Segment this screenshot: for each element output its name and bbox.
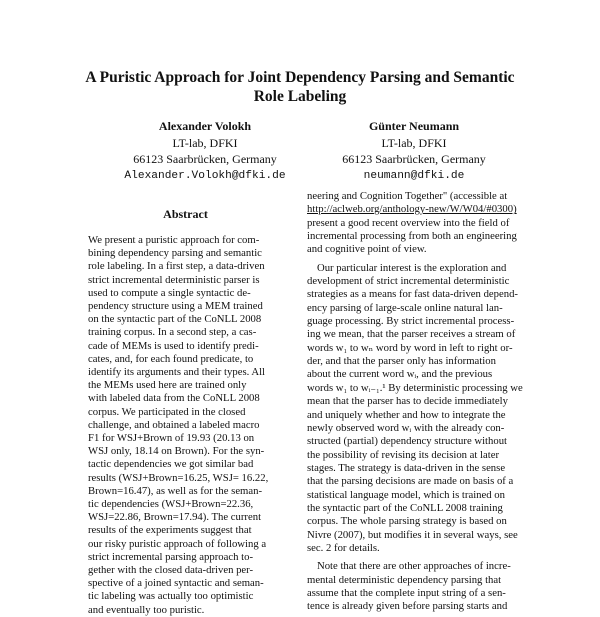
text-line: strategies as a means for fast data-driven depend-: [307, 288, 518, 301]
text-line: gether with the closed data-driven per-: [88, 564, 254, 577]
text-line: and cognitive point of view.: [307, 243, 427, 256]
text-line: assume that the complete input string of a sen-: [307, 586, 506, 599]
text-line: guage processing. By strict incremental process-: [307, 315, 515, 328]
text-line: ency parsing of large-scale online natural lan-: [307, 301, 503, 314]
text-line: sec. 2 for details.: [307, 541, 380, 554]
text-line: challenge, and obtained a labeled macro: [88, 418, 260, 431]
text-line: results of the experiments suggest that: [88, 524, 252, 537]
text-line: the syntactic part of the CoNLL 2008 training: [307, 501, 503, 514]
text-line: cates, and, for each found predicate, to: [88, 352, 254, 365]
text-line: strict incremental parsing approach to-: [88, 550, 253, 563]
text-line: pendency structure using a MEM trained: [88, 300, 263, 313]
text-line: bining dependency parsing and semantic: [88, 247, 262, 260]
author-name: Günter Neumann: [368, 119, 460, 133]
text-line: WSJ only, 18.14 on Brown). For the syn-: [88, 445, 265, 458]
text-line: present a good recent overview into the field of: [307, 216, 510, 229]
text-line: cade of MEMs is used to identify predi-: [88, 339, 259, 352]
text-line: WSJ=22.86, Brown=17.94). The current: [88, 511, 262, 524]
text-line: the possibility of revising its decision at later: [307, 448, 500, 461]
text-line: neering and Cognition Together" (accessible at: [307, 190, 508, 202]
text-line: stages. The strategy is data-driven in the sense: [307, 461, 506, 474]
author-block-2: [304, 118, 524, 184]
text-line: tactic dependencies we got similar bad: [88, 458, 254, 471]
text-line: that the parsing decisions are made on basis of a: [307, 475, 514, 488]
text-line: results (WSJ+Brown=16.25, WSJ= 16.22,: [88, 471, 269, 484]
text-line: We present a puristic approach for com-: [88, 234, 260, 246]
text-line: Nivre (2007), but modifies it in several ways, see: [307, 528, 518, 541]
text-line: tence is already given before parsing starts and: [307, 600, 508, 613]
text-line: training corpus. In a second step, a cas-: [88, 326, 257, 339]
text-line: Note that there are other approaches of incre-: [317, 560, 511, 573]
text-line: corpus. The whole parsing strategy is based on: [307, 515, 507, 528]
text-line: spective of a joined syntactic and seman-: [88, 577, 264, 590]
text-line: incremental processing from both an engineering: [307, 230, 517, 243]
text-line: words w₁ to wₙ word by word in left to right or-: [307, 341, 513, 354]
author-block-1: [95, 118, 315, 184]
text-line: structed (partial) dependency structure without: [307, 435, 508, 448]
text-line: identify its arguments and their types. All: [88, 366, 266, 379]
text-line: strict incremental deterministic parser is: [88, 273, 260, 286]
author-email: neumann@dfki.de: [363, 169, 465, 182]
author-name: Alexander Volokh: [158, 119, 252, 133]
text-line: corpus. We participated in the closed: [88, 405, 246, 418]
text-line: newly observed word wᵢ with the already con-: [307, 421, 505, 434]
text-line: ing we mean, that the parser receives a stream of: [307, 328, 516, 341]
text-line: tic dependencies (WSJ+Brown=22.36,: [88, 498, 254, 511]
abstract-heading: Abstract: [163, 207, 208, 221]
text-line: der, and that the parser only has information: [307, 355, 496, 368]
paragraph-note: [307, 560, 532, 613]
text-line: the MEMs used here are trained only: [88, 379, 247, 392]
text-line: mean that the parser has to decide immediately: [307, 395, 508, 408]
text-line: and uniquely whether and how to integrate the: [307, 408, 506, 421]
text-line: role labeling. In a first step, a data-driven: [88, 260, 265, 273]
text-line: Our particular interest is the exploration and: [317, 261, 507, 274]
text-line: used to compute a single syntactic de-: [88, 286, 251, 299]
author-affiliation: LT-lab, DFKI: [381, 135, 447, 150]
text-line: with labeled data from the CoNLL 2008: [88, 392, 260, 405]
author-affiliation: LT-lab, DFKI: [172, 135, 238, 150]
text-line: words w₁ to wᵢ₋₁.¹ By deterministic processing we: [307, 381, 523, 394]
text-line: F1 for WSJ+Brown of 19.93 (20.13 on: [88, 432, 255, 445]
text-line: and eventually too puristic.: [88, 603, 205, 616]
paragraph-interest: [307, 262, 532, 556]
text-line: development of strict incremental deterministic: [307, 275, 510, 288]
text-line: about the current word wᵢ, and the previous: [307, 368, 493, 381]
anthology-link[interactable]: http://aclweb.org/anthology-new/W/W04/#0300): [307, 203, 517, 216]
text-line: statistical language model, which is trained on: [307, 488, 505, 501]
paragraph-continuation: [307, 217, 532, 257]
text-line: Brown=16.47), as well as for the seman-: [88, 484, 263, 497]
title-line-2: Role Labeling: [253, 88, 347, 105]
title-line-1: A Puristic Approach for Joint Dependency Parsing and Semantic: [85, 69, 515, 86]
author-address: 66123 Saarbrücken, Germany: [133, 152, 277, 166]
right-column: [307, 190, 532, 614]
text-line: on the syntactic part of the CoNLL 2008: [88, 313, 262, 326]
author-address: 66123 Saarbrücken, Germany: [342, 152, 486, 166]
author-email: Alexander.Volokh@dfki.de: [124, 169, 286, 182]
text-line: mental deterministic dependency parsing that: [307, 573, 502, 586]
paper-title: [60, 68, 540, 106]
text-line: tic labeling was actually too optimistic: [88, 590, 254, 603]
abstract-body: [88, 234, 283, 617]
text-line: our risky puristic approach of following a: [88, 537, 267, 550]
